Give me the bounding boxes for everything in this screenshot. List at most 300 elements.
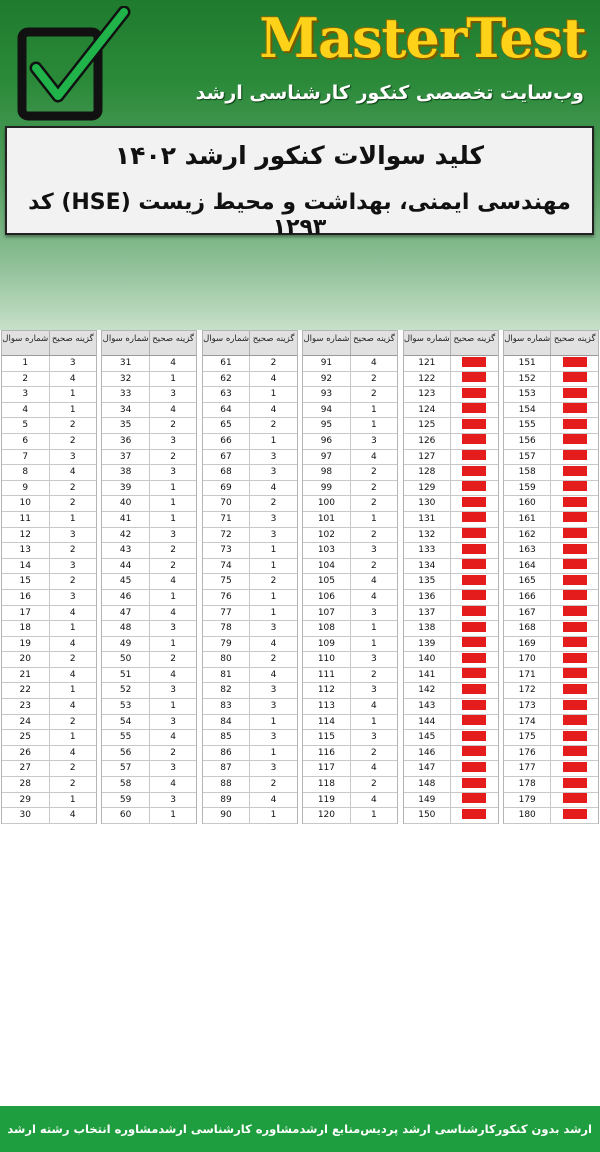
hidden-answer-marker xyxy=(563,388,587,398)
hidden-answer-marker xyxy=(563,590,587,600)
table-row xyxy=(203,590,297,606)
question-number: 149 xyxy=(404,793,452,808)
table-row xyxy=(404,730,498,746)
table-row xyxy=(102,559,196,575)
correct-option xyxy=(451,528,498,543)
correct-option xyxy=(451,465,498,480)
correct-option xyxy=(451,434,498,449)
correct-option: 2 xyxy=(170,420,176,431)
question-number: 157 xyxy=(504,450,552,465)
table-row xyxy=(203,761,297,777)
question-number: 5 xyxy=(2,418,50,433)
question-number: 125 xyxy=(404,418,452,433)
question-number: 144 xyxy=(404,715,452,730)
table-row xyxy=(404,606,498,622)
correct-option: 3 xyxy=(170,467,176,478)
question-number: 130 xyxy=(404,496,452,511)
table-row xyxy=(404,746,498,762)
footer-link-field-selection[interactable]: مشاوره انتخاب رشته ارشد xyxy=(7,1122,159,1136)
correct-option: 3 xyxy=(69,451,76,462)
table-row xyxy=(203,793,297,809)
title-box xyxy=(5,126,594,240)
table-row xyxy=(2,450,96,466)
hidden-answer-marker xyxy=(563,372,587,382)
table-row xyxy=(504,715,598,731)
correct-option xyxy=(451,637,498,652)
hidden-answer-marker xyxy=(462,762,486,772)
table-row xyxy=(504,356,598,372)
correct-option: 2 xyxy=(69,654,76,665)
correct-option: 1 xyxy=(170,701,176,712)
table-row xyxy=(102,434,196,450)
table-row xyxy=(2,746,96,762)
table-row xyxy=(102,465,196,481)
question-number: 99 xyxy=(303,481,351,496)
header-banner xyxy=(0,0,600,330)
question-number: 112 xyxy=(303,683,351,698)
question-number: 80 xyxy=(203,652,251,667)
table-header xyxy=(102,331,196,356)
question-number: 164 xyxy=(504,559,552,574)
table-row xyxy=(2,761,96,777)
question-number: 81 xyxy=(203,668,251,683)
correct-option: 1 xyxy=(69,623,76,634)
question-number: 122 xyxy=(404,372,452,387)
question-number: 126 xyxy=(404,434,452,449)
table-row xyxy=(102,496,196,512)
question-number: 178 xyxy=(504,777,552,792)
question-number: 135 xyxy=(404,574,452,589)
correct-option: 1 xyxy=(170,498,176,509)
question-number: 110 xyxy=(303,652,351,667)
question-number: 86 xyxy=(203,746,251,761)
footer-link-consulting[interactable]: مشاوره کارشناسی ارشد xyxy=(158,1122,300,1136)
correct-option: 3 xyxy=(69,358,76,368)
table-row xyxy=(2,777,96,793)
table-row xyxy=(2,793,96,809)
table-row xyxy=(303,652,397,668)
correct-option: 2 xyxy=(371,482,377,493)
table-row xyxy=(404,808,498,824)
correct-option xyxy=(451,761,498,776)
table-row xyxy=(303,559,397,575)
table-row xyxy=(504,465,598,481)
correct-option: 2 xyxy=(170,654,176,665)
answer-table xyxy=(302,330,398,824)
correct-option: 1 xyxy=(270,747,277,758)
table-row xyxy=(102,637,196,653)
question-number: 8 xyxy=(2,465,50,480)
hidden-answer-marker xyxy=(563,606,587,616)
correct-option: 3 xyxy=(270,529,277,540)
question-number: 45 xyxy=(102,574,150,589)
table-row xyxy=(504,543,598,559)
correct-option: 4 xyxy=(170,358,176,368)
question-number: 117 xyxy=(303,761,351,776)
table-row xyxy=(203,652,297,668)
correct-option: 3 xyxy=(270,513,277,524)
table-row xyxy=(504,387,598,403)
hidden-answer-marker xyxy=(462,606,486,616)
table-row xyxy=(504,621,598,637)
question-number: 150 xyxy=(404,808,452,823)
correct-option: 3 xyxy=(170,529,176,540)
question-number: 14 xyxy=(2,559,50,574)
question-number: 37 xyxy=(102,450,150,465)
table-row xyxy=(504,372,598,388)
table-row xyxy=(102,730,196,746)
correct-option xyxy=(451,808,498,823)
question-number: 34 xyxy=(102,403,150,418)
footer-link-pardis[interactable]: کارشناسی ارشد پردیس xyxy=(360,1122,496,1136)
table-row xyxy=(303,450,397,466)
hidden-answer-marker xyxy=(462,528,486,538)
question-number: 61 xyxy=(203,356,251,371)
correct-option: 4 xyxy=(69,810,76,821)
correct-option xyxy=(551,403,598,418)
question-number: 139 xyxy=(404,637,452,652)
correct-option xyxy=(551,730,598,745)
question-number: 91 xyxy=(303,356,351,371)
question-number: 173 xyxy=(504,699,552,714)
question-number: 29 xyxy=(2,793,50,808)
correct-option: 2 xyxy=(371,373,377,384)
question-number: 96 xyxy=(303,434,351,449)
table-row xyxy=(504,777,598,793)
table-row xyxy=(2,683,96,699)
table-row xyxy=(303,637,397,653)
question-number: 53 xyxy=(102,699,150,714)
question-number: 160 xyxy=(504,496,552,511)
hidden-answer-marker xyxy=(462,637,486,647)
table-row xyxy=(203,403,297,419)
table-row xyxy=(2,699,96,715)
hidden-answer-marker xyxy=(462,481,486,491)
correct-option: 4 xyxy=(371,451,377,462)
hidden-answer-marker xyxy=(462,434,486,444)
table-row xyxy=(404,574,498,590)
hidden-answer-marker xyxy=(563,731,587,741)
table-row xyxy=(2,528,96,544)
correct-option: 2 xyxy=(69,716,76,727)
table-row xyxy=(303,777,397,793)
table-row xyxy=(203,528,297,544)
question-number: 44 xyxy=(102,559,150,574)
correct-option: 1 xyxy=(371,513,377,524)
correct-option: 3 xyxy=(270,701,277,712)
hidden-answer-marker xyxy=(563,512,587,522)
site-tagline: وب‌سایت تخصصی کنکور کارشناسی ارشد xyxy=(195,82,584,104)
table-row xyxy=(203,543,297,559)
correct-option xyxy=(551,450,598,465)
table-row xyxy=(102,418,196,434)
table-header xyxy=(2,331,96,356)
question-number: 77 xyxy=(203,606,251,621)
table-row xyxy=(404,481,498,497)
table-row xyxy=(102,761,196,777)
correct-option xyxy=(451,730,498,745)
answer-table xyxy=(503,330,599,824)
correct-option: 2 xyxy=(371,389,377,400)
table-row xyxy=(504,496,598,512)
table-row xyxy=(2,559,96,575)
table-row xyxy=(203,777,297,793)
question-number: 65 xyxy=(203,418,251,433)
question-number: 102 xyxy=(303,528,351,543)
question-number: 147 xyxy=(404,761,452,776)
question-number: 114 xyxy=(303,715,351,730)
correct-option: 3 xyxy=(69,591,76,602)
correct-option: 3 xyxy=(270,623,277,634)
hidden-answer-marker xyxy=(462,372,486,382)
correct-option: 4 xyxy=(371,358,377,368)
correct-option xyxy=(451,481,498,496)
table-row xyxy=(102,543,196,559)
correct-option xyxy=(551,668,598,683)
question-number: 55 xyxy=(102,730,150,745)
question-number: 6 xyxy=(2,434,50,449)
correct-option: 4 xyxy=(270,794,277,805)
table-row xyxy=(303,403,397,419)
question-number: 151 xyxy=(504,356,552,371)
question-number: 70 xyxy=(203,496,251,511)
hidden-answer-marker xyxy=(462,544,486,554)
table-row xyxy=(102,746,196,762)
table-row xyxy=(303,512,397,528)
table-row xyxy=(203,746,297,762)
question-number: 158 xyxy=(504,465,552,480)
table-row xyxy=(303,356,397,372)
table-row xyxy=(504,481,598,497)
question-number: 26 xyxy=(2,746,50,761)
table-row xyxy=(203,730,297,746)
question-number: 156 xyxy=(504,434,552,449)
table-row xyxy=(102,668,196,684)
table-row xyxy=(203,574,297,590)
correct-option: 2 xyxy=(170,560,176,571)
correct-option: 1 xyxy=(69,794,76,805)
correct-option: 1 xyxy=(371,810,377,821)
correct-option: 4 xyxy=(371,591,377,602)
correct-option xyxy=(451,512,498,527)
hidden-answer-marker xyxy=(462,590,486,600)
question-number: 148 xyxy=(404,777,452,792)
correct-option: 2 xyxy=(371,560,377,571)
hidden-answer-marker xyxy=(563,544,587,554)
table-row xyxy=(504,730,598,746)
correct-option xyxy=(551,746,598,761)
table-row xyxy=(2,496,96,512)
table-row xyxy=(303,574,397,590)
table-header xyxy=(404,331,498,356)
correct-option: 3 xyxy=(170,716,176,727)
correct-option xyxy=(551,496,598,511)
table-row xyxy=(404,434,498,450)
question-number: 180 xyxy=(504,808,552,823)
header-question-number: شماره سوال xyxy=(203,331,251,355)
question-number: 58 xyxy=(102,777,150,792)
correct-option: 1 xyxy=(270,435,277,446)
hidden-answer-marker xyxy=(563,559,587,569)
question-number: 17 xyxy=(2,606,50,621)
correct-option: 4 xyxy=(69,638,76,649)
correct-option: 4 xyxy=(170,732,176,743)
question-number: 104 xyxy=(303,559,351,574)
table-row xyxy=(2,387,96,403)
page-title: کلید سوالات کنکور ارشد ۱۴۰۲ xyxy=(114,141,485,170)
question-number: 74 xyxy=(203,559,251,574)
correct-option: 4 xyxy=(69,669,76,680)
question-number: 18 xyxy=(2,621,50,636)
question-number: 88 xyxy=(203,777,251,792)
correct-option xyxy=(451,418,498,433)
question-number: 97 xyxy=(303,450,351,465)
table-row xyxy=(102,715,196,731)
table-row xyxy=(102,372,196,388)
correct-option: 1 xyxy=(170,482,176,493)
question-number: 36 xyxy=(102,434,150,449)
question-number: 76 xyxy=(203,590,251,605)
hidden-answer-marker xyxy=(563,357,587,367)
checkbox-check-icon xyxy=(16,6,132,122)
question-number: 174 xyxy=(504,715,552,730)
table-row xyxy=(203,356,297,372)
correct-option: 2 xyxy=(371,669,377,680)
question-number: 33 xyxy=(102,387,150,402)
question-number: 85 xyxy=(203,730,251,745)
question-number: 51 xyxy=(102,668,150,683)
table-row xyxy=(102,387,196,403)
correct-option xyxy=(451,372,498,387)
header-question-number: شماره سوال xyxy=(2,331,50,355)
question-number: 92 xyxy=(303,372,351,387)
correct-option xyxy=(451,699,498,714)
table-row xyxy=(303,606,397,622)
correct-option: 4 xyxy=(371,701,377,712)
table-row xyxy=(203,699,297,715)
correct-option: 3 xyxy=(170,685,176,696)
correct-option: 2 xyxy=(69,482,76,493)
correct-option: 4 xyxy=(170,404,176,415)
correct-option: 4 xyxy=(170,576,176,587)
correct-option xyxy=(451,450,498,465)
table-row xyxy=(102,356,196,372)
table-row xyxy=(404,512,498,528)
question-number: 127 xyxy=(404,450,452,465)
question-number: 66 xyxy=(203,434,251,449)
correct-option: 4 xyxy=(270,404,277,415)
table-row xyxy=(404,372,498,388)
table-row xyxy=(303,481,397,497)
hidden-answer-marker xyxy=(462,497,486,507)
hidden-answer-marker xyxy=(462,684,486,694)
header-correct-option: گزینه صحیح xyxy=(252,334,295,344)
correct-option xyxy=(451,574,498,589)
answer-table xyxy=(403,330,499,824)
hidden-answer-marker xyxy=(563,653,587,663)
correct-option xyxy=(451,621,498,636)
question-number: 124 xyxy=(404,403,452,418)
table-row xyxy=(203,465,297,481)
correct-option: 4 xyxy=(270,482,277,493)
question-number: 72 xyxy=(203,528,251,543)
correct-option: 1 xyxy=(371,638,377,649)
question-number: 153 xyxy=(504,387,552,402)
table-row xyxy=(2,808,96,824)
table-row xyxy=(404,528,498,544)
table-row xyxy=(102,450,196,466)
question-number: 100 xyxy=(303,496,351,511)
question-number: 68 xyxy=(203,465,251,480)
table-row xyxy=(303,715,397,731)
correct-option xyxy=(551,481,598,496)
hidden-answer-marker xyxy=(462,622,486,632)
question-number: 2 xyxy=(2,372,50,387)
table-row xyxy=(303,590,397,606)
question-number: 177 xyxy=(504,761,552,776)
table-row xyxy=(404,496,498,512)
correct-option xyxy=(551,606,598,621)
question-number: 62 xyxy=(203,372,251,387)
table-row xyxy=(2,574,96,590)
correct-option: 3 xyxy=(371,435,377,446)
question-number: 95 xyxy=(303,418,351,433)
correct-option: 2 xyxy=(371,467,377,478)
correct-option xyxy=(551,621,598,636)
table-row xyxy=(203,450,297,466)
hidden-answer-marker xyxy=(462,793,486,803)
table-row xyxy=(504,683,598,699)
table-row xyxy=(303,496,397,512)
question-number: 87 xyxy=(203,761,251,776)
question-number: 168 xyxy=(504,621,552,636)
question-number: 171 xyxy=(504,668,552,683)
correct-option: 2 xyxy=(270,654,277,665)
correct-option: 2 xyxy=(270,358,277,368)
correct-option xyxy=(551,652,598,667)
correct-option: 1 xyxy=(69,389,76,400)
question-number: 123 xyxy=(404,387,452,402)
question-number: 11 xyxy=(2,512,50,527)
correct-option: 3 xyxy=(371,654,377,665)
correct-option xyxy=(551,574,598,589)
hidden-answer-marker xyxy=(462,450,486,460)
question-number: 50 xyxy=(102,652,150,667)
correct-option: 3 xyxy=(371,607,377,618)
correct-option: 1 xyxy=(170,591,176,602)
correct-option: 1 xyxy=(270,560,277,571)
hidden-answer-marker xyxy=(563,622,587,632)
table-row xyxy=(2,590,96,606)
correct-option: 1 xyxy=(371,623,377,634)
correct-option xyxy=(551,793,598,808)
correct-option: 4 xyxy=(371,576,377,587)
correct-option: 2 xyxy=(69,498,76,509)
footer-link-resources[interactable]: منابع ارشد xyxy=(299,1122,361,1136)
footer-link-no-exam[interactable]: ارشد بدون کنکور xyxy=(495,1122,592,1136)
answer-table xyxy=(202,330,298,824)
correct-option: 2 xyxy=(371,529,377,540)
header-question-number: شماره سوال xyxy=(504,331,552,355)
table-row xyxy=(404,715,498,731)
header-correct-option: گزینه صحیح xyxy=(152,334,194,344)
question-number: 98 xyxy=(303,465,351,480)
table-row xyxy=(504,808,598,824)
question-number: 71 xyxy=(203,512,251,527)
correct-option xyxy=(551,387,598,402)
table-row xyxy=(102,403,196,419)
brand-name[interactable]: MasterTest xyxy=(259,6,586,70)
